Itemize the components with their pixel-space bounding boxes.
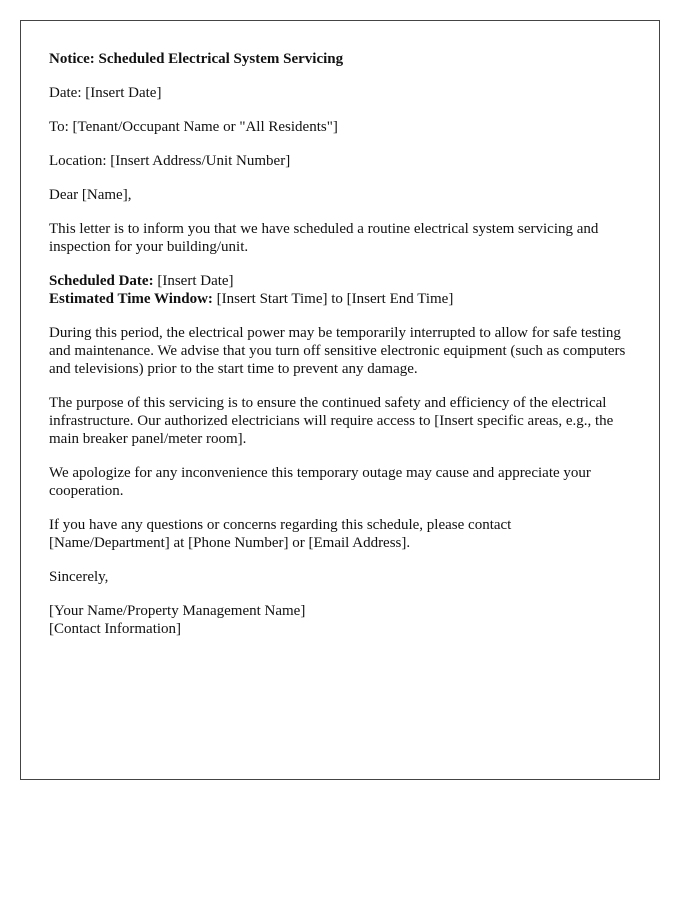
purpose-paragraph: The purpose of this servicing is to ensure the continued safety and efficiency of the electrical infrastructure. Our authorized electricians will require access to [Insert specific areas, e.g., the main breaker panel/meter room].	[49, 395, 614, 447]
time-window-value: [Insert Start Time] to [Insert End Time]	[212, 291, 454, 307]
letter-document	[20, 20, 660, 780]
closing: Sincerely,	[49, 569, 109, 585]
to-line: To: [Tenant/Occupant Name or "All Residents"]	[49, 119, 338, 135]
intro-paragraph: This letter is to inform you that we have scheduled a routine electrical system servicing and inspection for your building/unit.	[49, 221, 599, 255]
power-paragraph: During this period, the electrical power may be temporarily interrupted to allow for safe testing and maintenance. We advise that you turn off sensitive electronic equipment (such as computers and televisions) prior to the start time to prevent any damage.	[49, 325, 626, 377]
time-window-label: Estimated Time Window:	[49, 291, 213, 307]
time-window-line	[49, 290, 631, 308]
apology-paragraph: We apologize for any inconvenience this temporary outage may cause and appreciate your cooperation.	[49, 465, 591, 499]
signature-block	[49, 602, 631, 638]
notice-title: Notice: Scheduled Electrical System Servicing	[49, 51, 344, 67]
schedule-block	[49, 272, 631, 308]
signature-contact: [Contact Information]	[49, 621, 182, 637]
scheduled-date-line	[49, 272, 631, 290]
salutation: Dear [Name],	[49, 187, 132, 203]
date-line: Date: [Insert Date]	[49, 85, 162, 101]
contact-paragraph: If you have any questions or concerns regarding this schedule, please contact [Name/Department] at [Phone Number] or [Email Address].	[49, 517, 512, 551]
scheduled-date-value: [Insert Date]	[153, 273, 234, 289]
location-line: Location: [Insert Address/Unit Number]	[49, 153, 291, 169]
scheduled-date-label: Scheduled Date:	[49, 273, 154, 289]
signature-name: [Your Name/Property Management Name]	[49, 603, 306, 619]
